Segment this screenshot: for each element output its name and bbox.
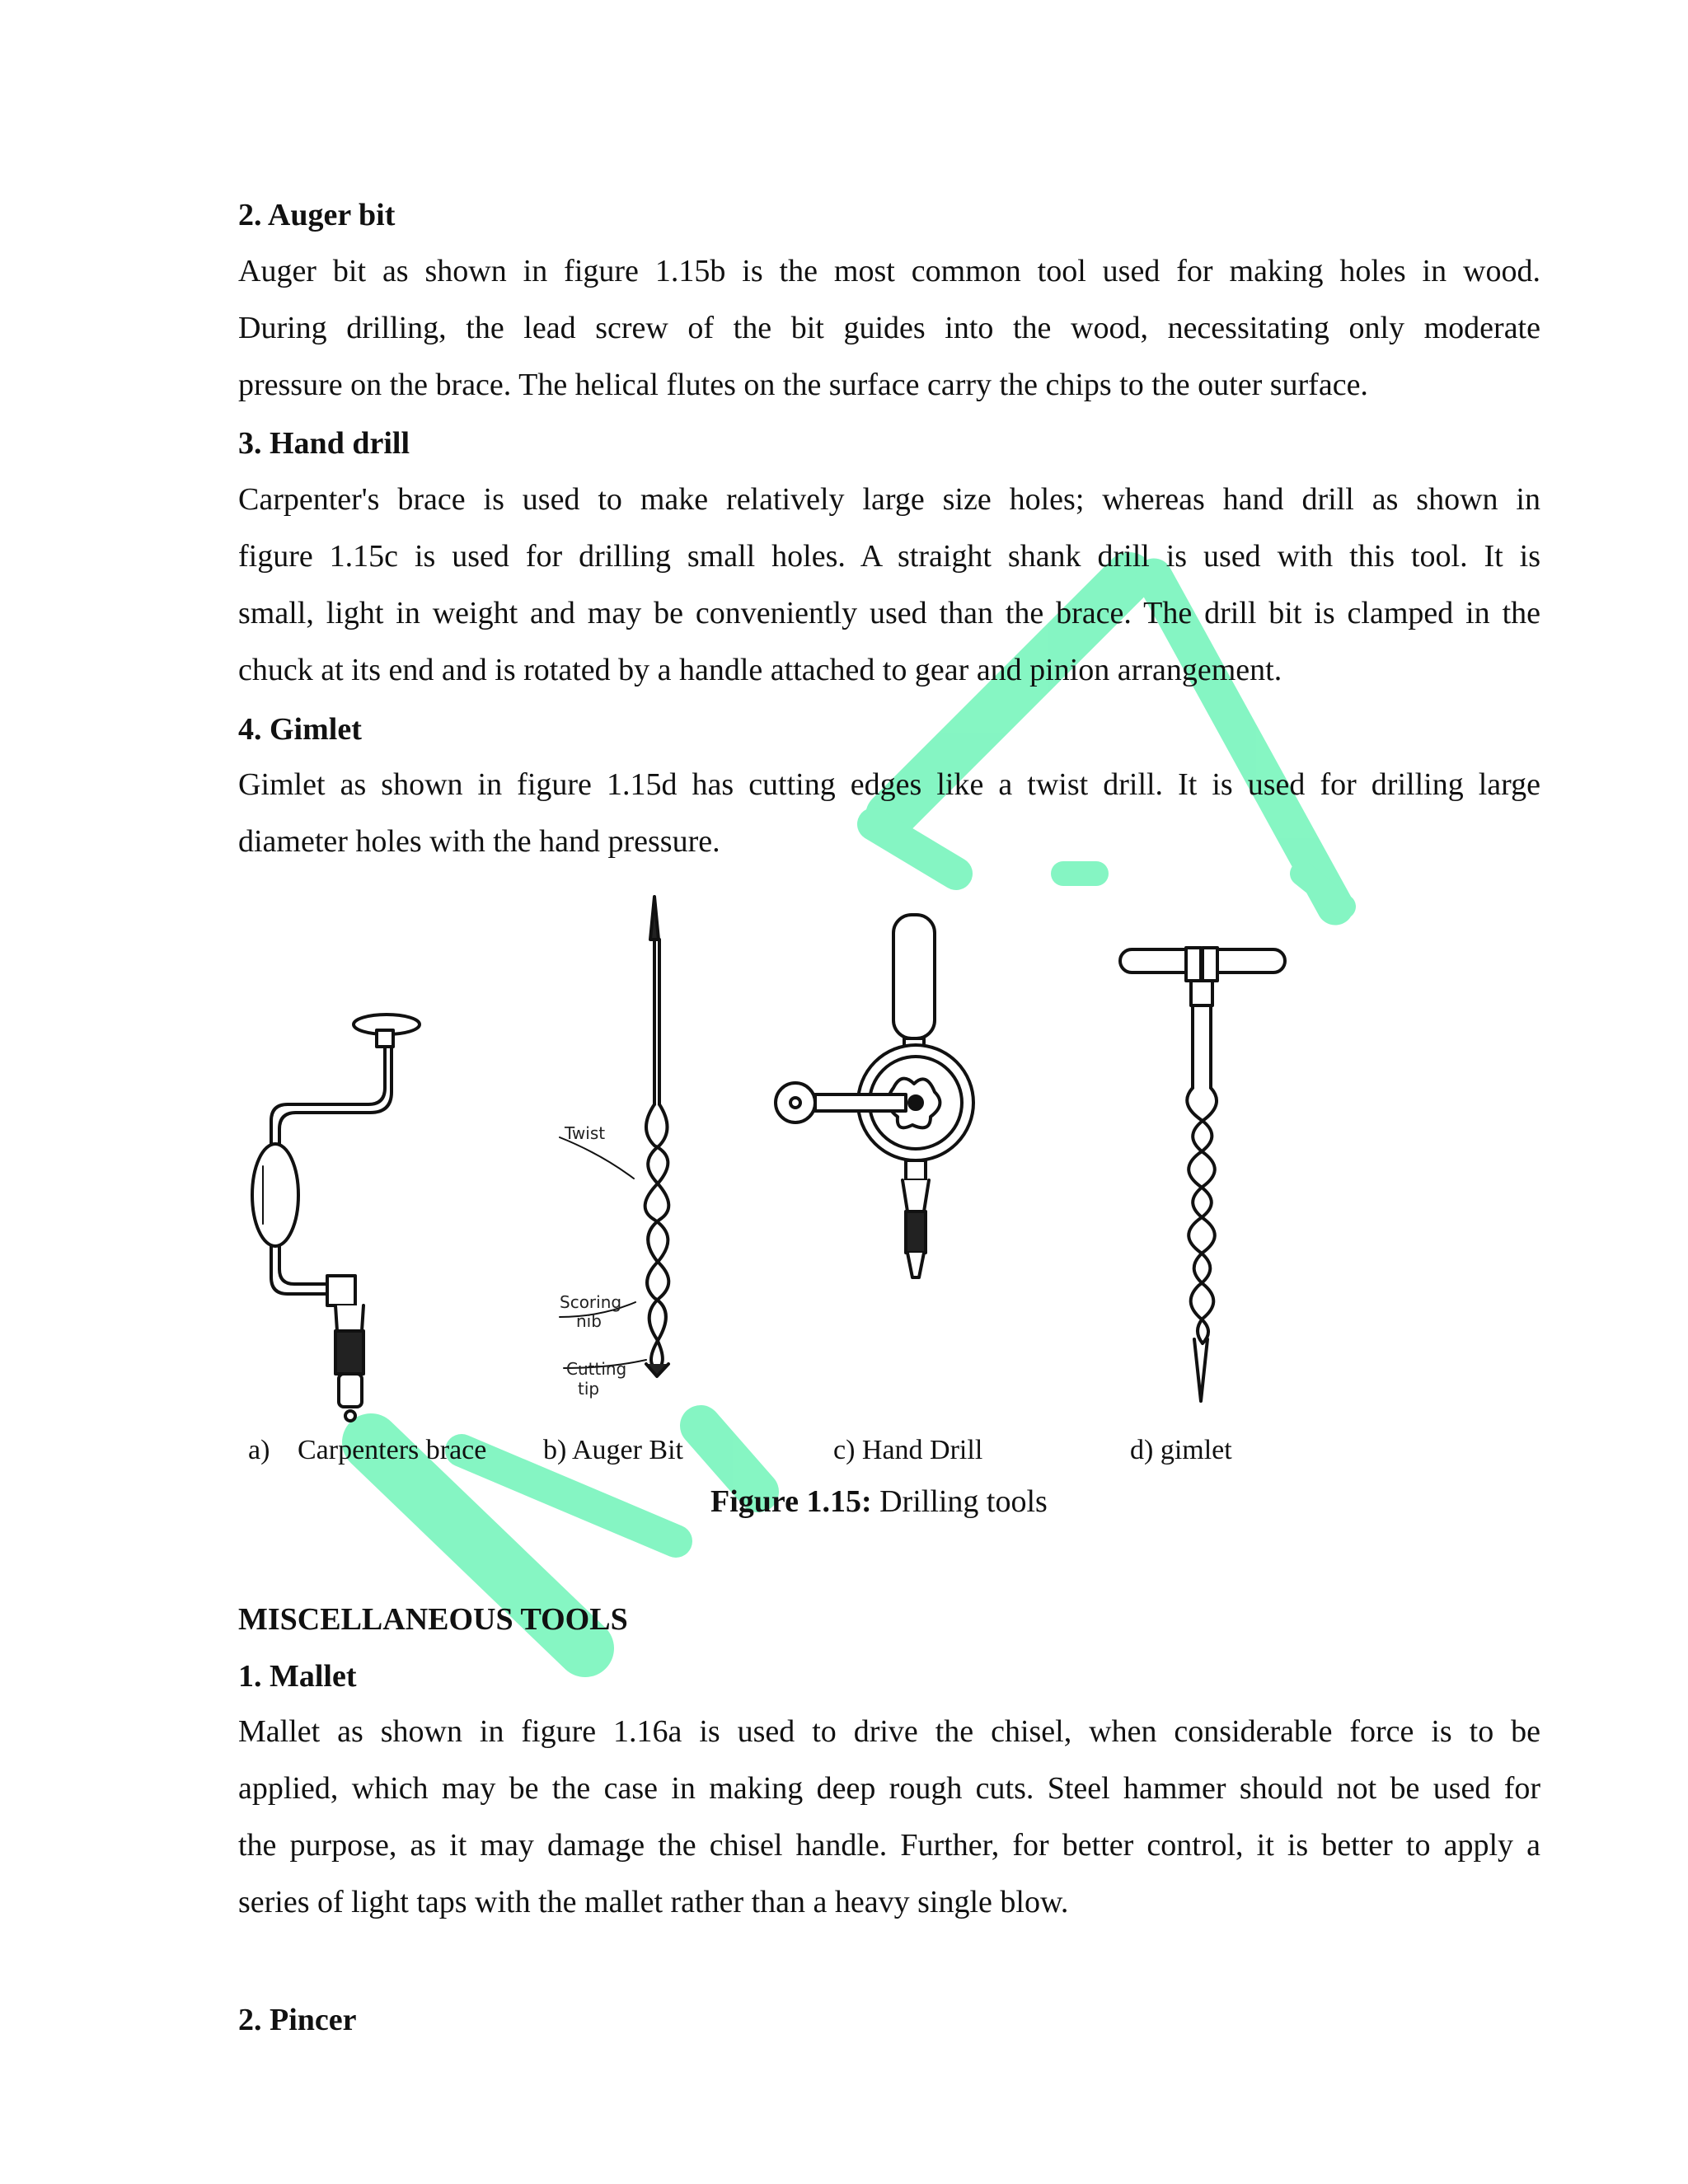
text-line: Gimlet as shown in figure 1.15d has cutting edges like a twist drill. It is used for drilling large [238, 767, 1540, 802]
heading-gimlet: 4. Gimlet [238, 712, 362, 747]
caption-gimlet: d) gimlet [1130, 1435, 1232, 1465]
drilling-tools-illustration [238, 882, 1359, 1426]
paragraph-hand-drill [238, 471, 1540, 699]
text-line: Auger bit as shown in figure 1.15b is the most common tool used for making holes in wood. [238, 254, 1540, 288]
figure-number: Figure 1.15: [710, 1484, 872, 1519]
label-tip: tip [578, 1379, 600, 1399]
text-line: diameter holes with the hand pressure. [238, 824, 720, 859]
label-twist: Twist [565, 1123, 606, 1143]
heading-auger-bit: 2. Auger bit [238, 198, 396, 232]
text-line: figure 1.15c is used for drilling small holes. A straight shank drill is used with this tool. It is [238, 539, 1540, 574]
heading-pincer: 2. Pincer [238, 2003, 357, 2037]
text-line: small, light in weight and may be conveniently used than the brace. The drill bit is clamped in the [238, 596, 1540, 630]
paragraph-mallet [238, 1704, 1540, 1931]
caption-carpenters-brace: Carpenters brace [298, 1435, 487, 1465]
caption-hand-drill: c) Hand Drill [833, 1435, 983, 1465]
paragraph-auger-bit [238, 243, 1540, 414]
text-line: applied, which may be the case in making deep rough cuts. Steel hammer should not be used for [238, 1771, 1540, 1806]
heading-miscellaneous-tools: MISCELLANEOUS TOOLS [238, 1602, 628, 1637]
figure-drilling-tools [238, 882, 1359, 1519]
hand-drill-drawing [776, 915, 973, 1277]
text-line: pressure on the brace. The helical flutes on the surface carry the chips to the outer surface. [238, 368, 1368, 402]
caption-auger-bit: b) Auger Bit [543, 1435, 683, 1465]
text-line: During drilling, the lead screw of the bit guides into the wood, necessitating only moderate [238, 311, 1540, 345]
text-line: Carpenter's brace is used to make relatively large size holes; whereas hand drill as shown in [238, 482, 1540, 517]
figure-title: Drilling tools [871, 1484, 1048, 1519]
heading-mallet: 1. Mallet [238, 1659, 357, 1694]
carpenters-brace-drawing [252, 1015, 420, 1421]
label-nib: nib [576, 1311, 602, 1331]
gimlet-drawing [1120, 948, 1285, 1401]
heading-hand-drill: 3. Hand drill [238, 426, 410, 461]
text-line: chuck at its end and is rotated by a handle attached to gear and pinion arrangement. [238, 653, 1282, 687]
paragraph-gimlet [238, 757, 1540, 870]
label-cutting: Cutting [566, 1359, 627, 1379]
text-line: the purpose, as it may damage the chisel handle. Further, for better control, it is better to apply a [238, 1828, 1540, 1863]
caption-a-letter: a) [248, 1435, 270, 1465]
label-scoring: Scoring [560, 1292, 622, 1312]
text-line: Mallet as shown in figure 1.16a is used to drive the chisel, when considerable force is to be [238, 1714, 1540, 1749]
figure-caption [710, 1483, 1048, 1520]
text-line: series of light taps with the mallet rather than a heavy single blow. [238, 1885, 1069, 1919]
